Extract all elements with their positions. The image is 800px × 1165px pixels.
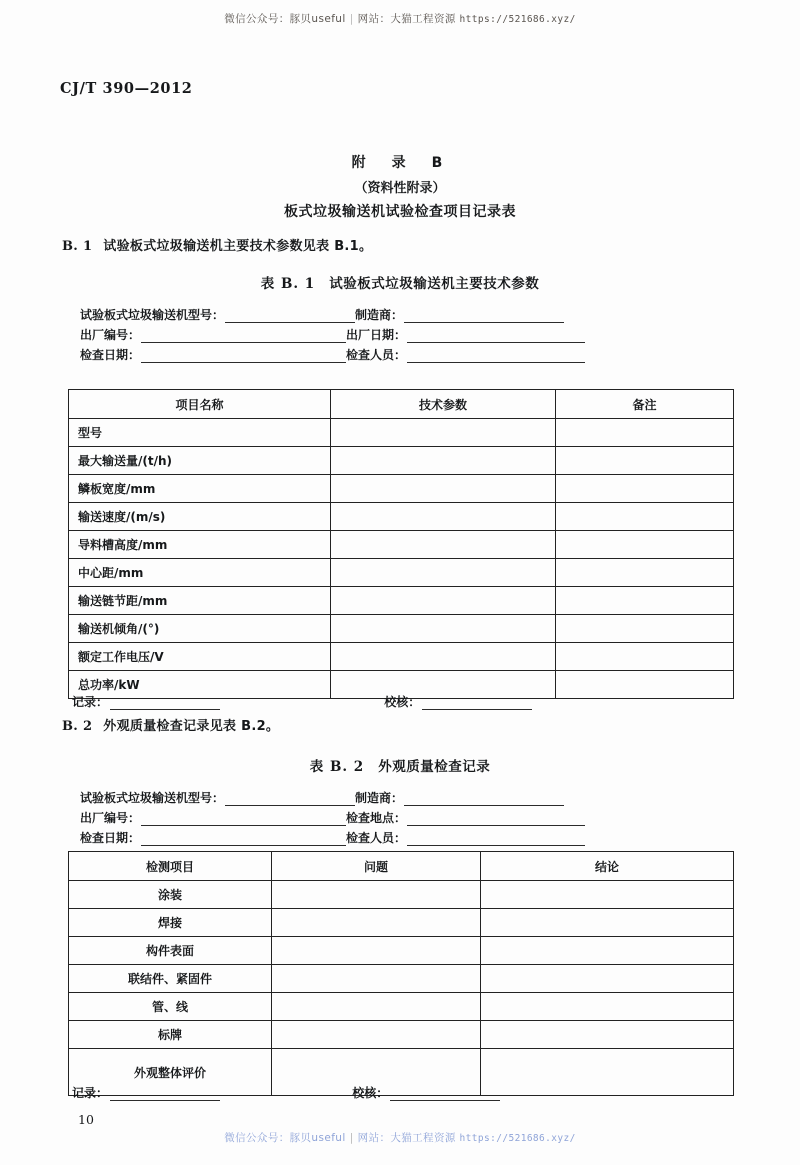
table-b1-signatures [72, 693, 532, 710]
table-row [69, 965, 734, 993]
field-blank-line[interactable] [141, 832, 346, 846]
watermark-site-label: 网站： [357, 13, 391, 25]
watermark-top [0, 11, 800, 26]
table-b1-row-label: 最大输送量/(t/h) [69, 447, 331, 475]
signature-recorder [72, 693, 220, 710]
field-serial-number [80, 809, 346, 826]
field-row [80, 303, 585, 323]
table-b1-header-cell: 备注 [556, 390, 734, 419]
table-b1-value-cell[interactable] [331, 447, 556, 475]
table-b2-conclusion-cell[interactable] [481, 937, 734, 965]
table-b1-row-label: 导料槽高度/mm [69, 531, 331, 559]
field-blank-line[interactable] [225, 792, 355, 806]
table-b2-conclusion-cell[interactable] [481, 1049, 734, 1096]
field-manufacture-date [346, 326, 585, 343]
table-b2-issue-cell[interactable] [272, 993, 481, 1021]
field-row [80, 323, 585, 343]
table-b1-remark-cell[interactable] [556, 643, 734, 671]
field-row [80, 343, 585, 363]
table-b1-row-label: 输送速度/(m/s) [69, 503, 331, 531]
field-manufacturer [355, 306, 564, 323]
watermark-site-name: 大猫工程资源 [390, 13, 456, 25]
field-row [80, 826, 585, 846]
watermark-site-label: 网站： [357, 1132, 391, 1144]
table-b1-value-cell[interactable] [331, 587, 556, 615]
clause-b2-number: B. 2 [62, 719, 93, 734]
table-row [69, 643, 734, 671]
table-b2-row-label: 构件表面 [69, 937, 272, 965]
table-b2-row-label: 标牌 [69, 1021, 272, 1049]
watermark-url: https://521686.xyz/ [459, 1133, 576, 1144]
field-inspection-date [80, 346, 346, 363]
field-inspection-date [80, 829, 346, 846]
table-b2-issue-cell[interactable] [272, 965, 481, 993]
signature-checker [352, 1084, 500, 1101]
field-model [80, 789, 355, 806]
field-label: 检查日期： [80, 348, 141, 362]
table-b2-issue-cell[interactable] [272, 937, 481, 965]
clause-b1 [62, 235, 372, 254]
field-label: 检查日期： [80, 831, 141, 845]
watermark-separator: | [349, 1132, 354, 1144]
field-blank-line[interactable] [141, 329, 346, 343]
table-row [69, 615, 734, 643]
table-b1-remark-cell[interactable] [556, 447, 734, 475]
table-row [69, 503, 734, 531]
table-b2-row-label: 焊接 [69, 909, 272, 937]
table-b1 [68, 389, 734, 699]
table-b1-remark-cell[interactable] [556, 671, 734, 699]
table-b1-value-cell[interactable] [331, 531, 556, 559]
table-b1-row-label: 型号 [69, 419, 331, 447]
table-b1-row-label: 输送机倾角/(°) [69, 615, 331, 643]
table-b1-value-cell[interactable] [331, 503, 556, 531]
table-row [69, 1021, 734, 1049]
table-row [69, 587, 734, 615]
table-b1-row-label: 总功率/kW [69, 671, 331, 699]
table-row [69, 881, 734, 909]
annex-subtitle: （资料性附录） [354, 181, 446, 196]
table-b1-remark-cell[interactable] [556, 419, 734, 447]
table-b2-header-cell: 结论 [481, 852, 734, 881]
table-b1-header-cell: 项目名称 [69, 390, 331, 419]
table-b1-value-cell[interactable] [331, 475, 556, 503]
field-inspector [346, 346, 585, 363]
table-b1-remark-cell[interactable] [556, 615, 734, 643]
table-b1-remark-cell[interactable] [556, 503, 734, 531]
table-b1-value-cell[interactable] [331, 559, 556, 587]
table-b1-caption-label: 表 B. 1 [260, 276, 316, 292]
watermark-bottom [0, 1130, 800, 1145]
watermark-url: https://521686.xyz/ [459, 14, 576, 25]
clause-b2-text: 外观质量检查记录见表 B.2。 [103, 719, 280, 734]
table-b2-issue-cell[interactable] [272, 1021, 481, 1049]
field-blank-line[interactable] [141, 812, 346, 826]
watermark-separator: | [349, 13, 354, 25]
table-b2-fields [80, 786, 585, 846]
signature-line[interactable] [422, 696, 532, 710]
field-label: 试验板式垃圾输送机型号： [80, 791, 225, 805]
field-inspector [346, 829, 585, 846]
table-b1-caption [0, 272, 800, 292]
table-row [69, 559, 734, 587]
field-row [80, 786, 585, 806]
table-b2 [68, 851, 734, 1096]
field-blank-line[interactable] [407, 812, 585, 826]
table-b1-row-label: 中心距/mm [69, 559, 331, 587]
field-label: 制造商： [355, 791, 404, 805]
table-b1-row-label: 额定工作电压/V [69, 643, 331, 671]
watermark-prefix: 微信公众号： [224, 13, 290, 25]
clause-b2 [62, 715, 279, 734]
field-label: 检查地点： [346, 811, 407, 825]
field-label: 出厂编号： [80, 811, 141, 825]
field-label: 试验板式垃圾输送机型号： [80, 308, 225, 322]
field-label: 制造商： [355, 308, 404, 322]
table-b1-value-cell[interactable] [331, 615, 556, 643]
table-row [69, 531, 734, 559]
signature-label: 记录： [72, 695, 109, 709]
field-label: 检查人员： [346, 348, 407, 362]
annex-title: 附 录 B [351, 155, 449, 171]
table-b2-row-label: 联结件、紧固件 [69, 965, 272, 993]
table-b1-remark-cell[interactable] [556, 475, 734, 503]
signature-line[interactable] [110, 696, 220, 710]
watermark-prefix: 微信公众号： [224, 1132, 290, 1144]
field-label: 出厂日期： [346, 328, 407, 342]
table-b1-row-label: 输送链节距/mm [69, 587, 331, 615]
table-b2-conclusion-cell[interactable] [481, 909, 734, 937]
table-b2-issue-cell[interactable] [272, 881, 481, 909]
page-number: 10 [78, 1112, 94, 1127]
table-b1-value-cell[interactable] [331, 419, 556, 447]
table-b1-fields [80, 303, 585, 363]
field-manufacturer [355, 789, 564, 806]
field-blank-line[interactable] [225, 309, 355, 323]
signature-recorder [72, 1084, 220, 1101]
clause-b1-text: 试验板式垃圾输送机主要技术参数见表 B.1。 [103, 239, 373, 254]
table-b1-remark-cell[interactable] [556, 559, 734, 587]
watermark-site-name: 大猫工程资源 [390, 1132, 456, 1144]
watermark-account: 豚贝useful [289, 13, 346, 25]
field-model [80, 306, 355, 323]
table-b2-conclusion-cell[interactable] [481, 993, 734, 1021]
table-b2-caption-name: 外观质量检查记录 [378, 759, 491, 775]
table-row [69, 475, 734, 503]
field-serial-number [80, 326, 346, 343]
table-b2-row-label: 外观整体评价 [69, 1049, 272, 1096]
table-b2-conclusion-cell[interactable] [481, 965, 734, 993]
table-b1-remark-cell[interactable] [556, 587, 734, 615]
signature-label: 校核： [384, 695, 421, 709]
table-b1-header-row [69, 390, 734, 419]
table-b1-header-cell: 技术参数 [331, 390, 556, 419]
table-b2-caption [0, 755, 800, 775]
signature-label: 记录： [72, 1086, 109, 1100]
table-b2-header-cell: 检测项目 [69, 852, 272, 881]
field-blank-line[interactable] [404, 792, 564, 806]
table-b2-conclusion-cell[interactable] [481, 1021, 734, 1049]
table-b2-header-row [69, 852, 734, 881]
table-row [69, 419, 734, 447]
signature-line[interactable] [110, 1087, 220, 1101]
table-b1-caption-name: 试验板式垃圾输送机主要技术参数 [329, 276, 540, 292]
table-b2-row-label: 管、线 [69, 993, 272, 1021]
table-b2-signatures [72, 1084, 500, 1101]
signature-line[interactable] [390, 1087, 500, 1101]
field-blank-line[interactable] [407, 329, 585, 343]
clause-b1-number: B. 1 [62, 239, 93, 254]
table-row [69, 993, 734, 1021]
table-b2-row-label: 涂装 [69, 881, 272, 909]
table-b2-caption-label: 表 B. 2 [309, 759, 365, 775]
field-blank-line[interactable] [407, 349, 585, 363]
table-row [69, 937, 734, 965]
signature-checker [384, 693, 532, 710]
field-blank-line[interactable] [407, 832, 585, 846]
table-b1-value-cell[interactable] [331, 643, 556, 671]
table-b1-row-label: 鳞板宽度/mm [69, 475, 331, 503]
field-inspection-location [346, 809, 585, 826]
field-blank-line[interactable] [404, 309, 564, 323]
table-row [69, 909, 734, 937]
signature-label: 校核： [352, 1086, 389, 1100]
field-row [80, 806, 585, 826]
standard-number: CJ/T 390—2012 [60, 80, 193, 97]
table-b1-remark-cell[interactable] [556, 531, 734, 559]
annex-name: 板式垃圾输送机试验检查项目记录表 [284, 204, 516, 220]
field-label: 出厂编号： [80, 328, 141, 342]
watermark-account: 豚贝useful [289, 1132, 346, 1144]
table-b2-conclusion-cell[interactable] [481, 881, 734, 909]
table-b2-issue-cell[interactable] [272, 909, 481, 937]
field-label: 检查人员： [346, 831, 407, 845]
field-blank-line[interactable] [141, 349, 346, 363]
table-row [69, 447, 734, 475]
table-b2-header-cell: 问题 [272, 852, 481, 881]
